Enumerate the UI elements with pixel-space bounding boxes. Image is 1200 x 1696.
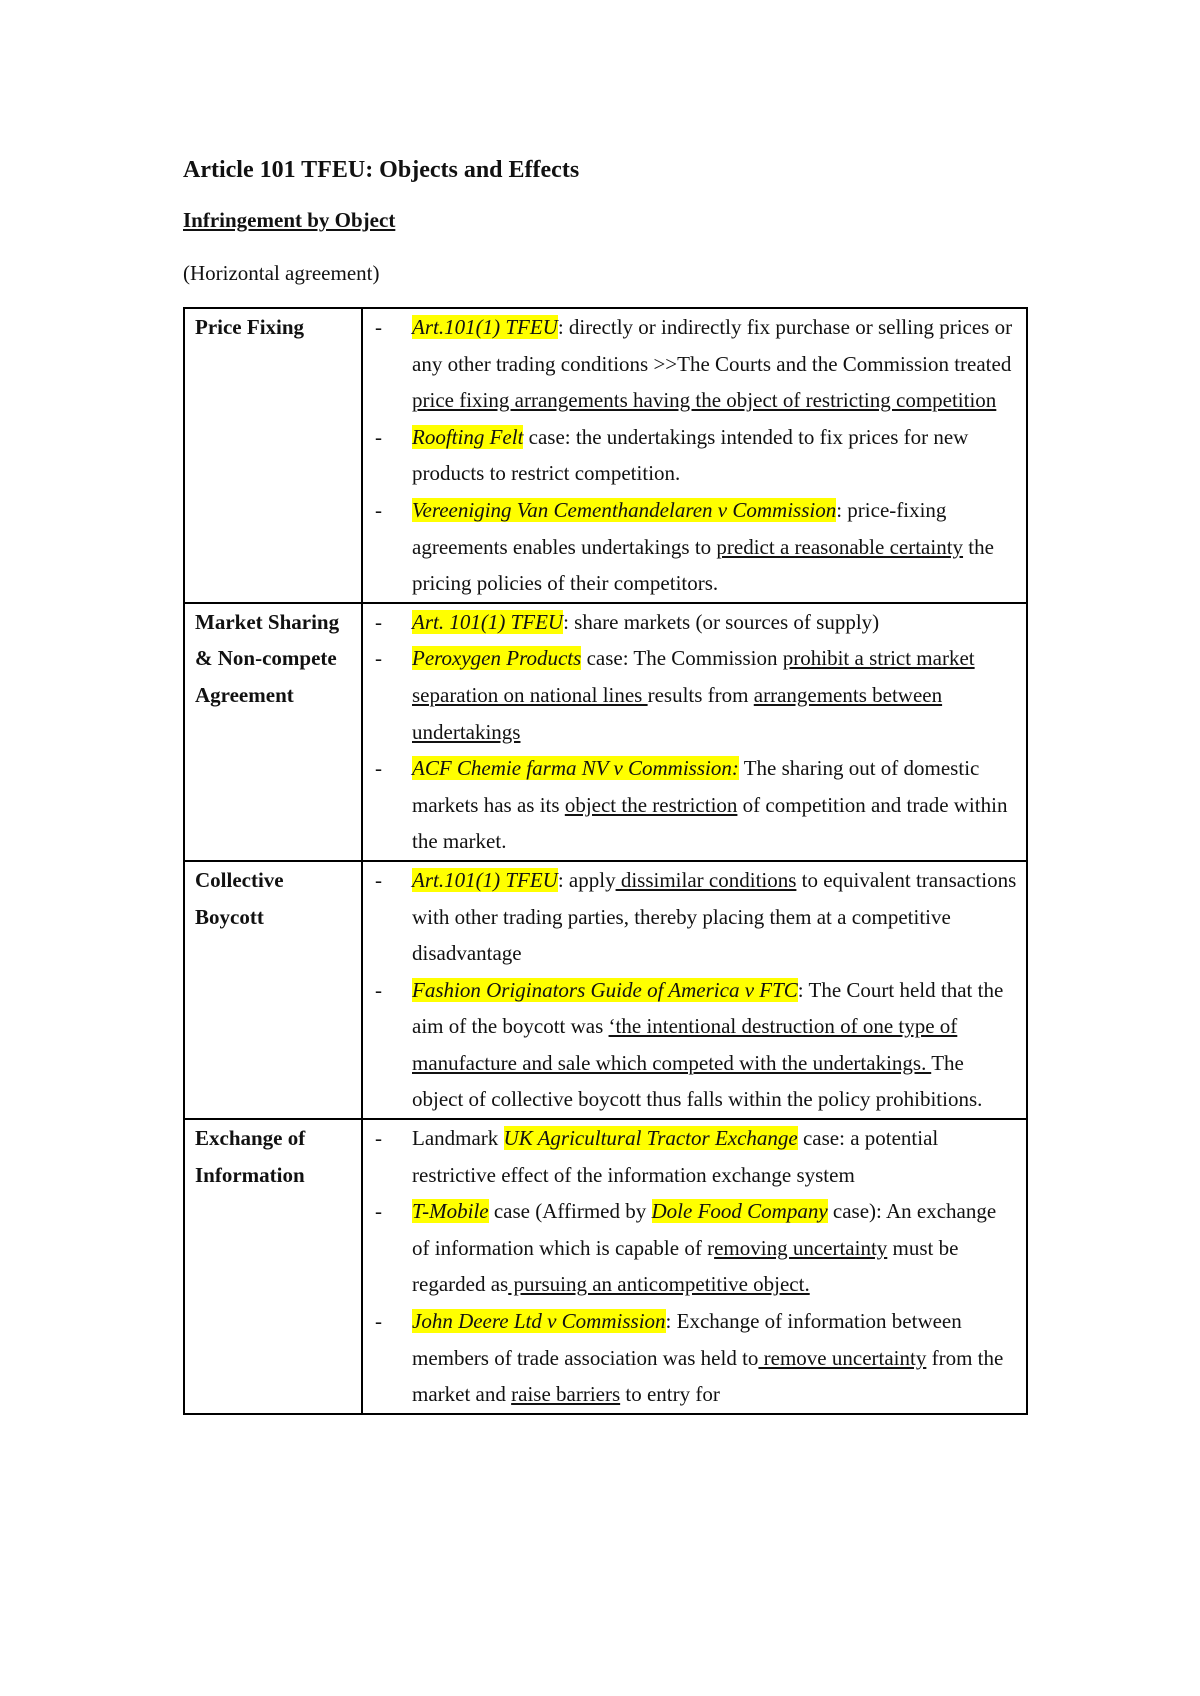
table-body xyxy=(184,308,1027,1414)
text-segment: from the market and xyxy=(412,1345,1004,1407)
bullet-dash: - xyxy=(375,497,382,522)
list-item xyxy=(375,309,1018,419)
text-segment: : share markets (or sources of supply) xyxy=(563,609,880,634)
list-item xyxy=(375,972,1018,1118)
case-name: Art.101(1) TFEU xyxy=(412,315,558,339)
text-segment: the pricing policies of their competitors. xyxy=(412,534,994,596)
text-segment: case: the undertakings intended to fix prices for new products to restrict competition. xyxy=(412,424,969,486)
infringement-table xyxy=(183,307,1028,1415)
case-name: Art. 101(1) TFEU xyxy=(412,609,564,634)
row-content xyxy=(362,603,1027,861)
bullet-list xyxy=(375,1120,1018,1413)
document-page xyxy=(183,150,1028,1415)
underlined-text: prohibit a strict market separation on national lines xyxy=(412,646,975,707)
bullet-dash: - xyxy=(375,315,382,339)
text-segment: case: The Commission xyxy=(581,646,783,671)
document-title: Article 101 TFEU: Objects and Effects xyxy=(183,157,580,183)
case-name: Art.101(1) TFEU xyxy=(412,867,558,892)
case-name: Fashion Originators Guide of America v FTC xyxy=(412,977,798,1002)
table-row xyxy=(184,308,1027,603)
underlined-text: remove uncertainty xyxy=(758,1345,927,1370)
text-segment: : Exchange of information between members of trade association was held to xyxy=(412,1309,962,1370)
text-segment: : The Court held that the aim of the boycott was xyxy=(412,977,1004,1039)
underlined-text: arrangements between undertakings xyxy=(412,682,943,744)
bullet-dash: - xyxy=(375,977,382,1002)
list-item xyxy=(375,640,1018,750)
table-row xyxy=(184,603,1027,861)
text-segment: to entry for xyxy=(620,1382,720,1407)
bullet-dash: - xyxy=(375,756,382,781)
bullet-dash: - xyxy=(375,1126,382,1151)
underlined-text: object the restriction xyxy=(564,792,738,817)
case-name: T-Mobile xyxy=(412,1199,489,1224)
text-segment: to equivalent transactions with other trading parties, thereby placing them at a competitive disadvantage xyxy=(412,867,1017,966)
text-segment: : price-fixing agreements enables undertakings to xyxy=(412,497,947,559)
list-item xyxy=(375,1303,1018,1413)
list-item xyxy=(375,604,1018,641)
text-segment: : directly or indirectly fix purchase or selling prices or any other trading conditions >>The Courts and the Commission treated xyxy=(412,315,1013,376)
bullet-dash: - xyxy=(375,1199,382,1224)
text-segment: case): An exchange of information which is capable of r xyxy=(412,1199,997,1260)
underlined-text: pursuing an anticompetitive object. xyxy=(508,1272,810,1297)
case-name: UK Agricultural Tractor Exchange xyxy=(503,1126,798,1151)
row-content xyxy=(362,1119,1027,1414)
text-segment: must be regarded as xyxy=(412,1235,959,1297)
text-segment: The object of collective boycott thus falls within the policy prohibitions. xyxy=(412,1050,983,1112)
text-segment: : apply xyxy=(557,867,616,892)
list-item xyxy=(375,1120,1018,1193)
text-segment: The sharing out of domestic markets has as its xyxy=(412,756,980,817)
case-name: John Deere Ltd v Commission xyxy=(412,1309,666,1334)
underlined-text: raise barriers xyxy=(511,1382,621,1407)
underlined-text: price fixing arrangements having the object of restricting competition xyxy=(412,388,997,413)
text-segment: case: a potential restrictive effect of the information exchange system xyxy=(412,1126,939,1187)
bullet-dash: - xyxy=(375,424,382,449)
bullet-dash: - xyxy=(375,609,382,634)
row-label: Price Fixing xyxy=(184,308,362,603)
underlined-text: emoving uncertainty xyxy=(714,1235,888,1260)
bullet-list xyxy=(375,309,1018,602)
list-item xyxy=(375,492,1018,602)
underlined-text: ‘the intentional destruction of one type of manufacture and sale which competed with the undertakings. xyxy=(412,1014,958,1075)
text-segment: case (Affirmed by xyxy=(488,1199,652,1224)
list-item xyxy=(375,750,1018,860)
case-name: Roofting Felt xyxy=(412,424,524,449)
table-row xyxy=(184,1119,1027,1414)
section-heading: Infringement by Object xyxy=(183,208,396,232)
text-segment: Landmark xyxy=(412,1126,504,1151)
list-item xyxy=(375,862,1018,972)
row-label: Exchange of Information xyxy=(184,1119,362,1414)
text-segment: results from xyxy=(647,682,754,707)
section-note: (Horizontal agreement) xyxy=(183,261,380,285)
case-name: Peroxygen Products xyxy=(412,646,582,671)
case-name: ACF Chemie farma NV v Commission: xyxy=(412,756,739,781)
bullet-dash: - xyxy=(375,867,382,892)
row-content xyxy=(362,861,1027,1119)
case-name: Dole Food Company xyxy=(651,1199,828,1224)
row-content xyxy=(362,308,1027,603)
bullet-list xyxy=(375,604,1018,860)
bullet-list xyxy=(375,862,1018,1118)
list-item xyxy=(375,419,1018,492)
case-name: Vereeniging Van Cementhandelaren v Commission xyxy=(412,497,837,522)
text-segment: of competition and trade within the market. xyxy=(412,792,1008,854)
table-row xyxy=(184,861,1027,1119)
underlined-text: predict a reasonable certainty xyxy=(716,534,964,559)
row-label: Market Sharing & Non-compete Agreement xyxy=(184,603,362,861)
underlined-text: dissimilar conditions xyxy=(615,867,797,892)
bullet-dash: - xyxy=(375,1309,382,1334)
row-label: Collective Boycott xyxy=(184,861,362,1119)
list-item xyxy=(375,1193,1018,1303)
bullet-dash: - xyxy=(375,646,382,671)
